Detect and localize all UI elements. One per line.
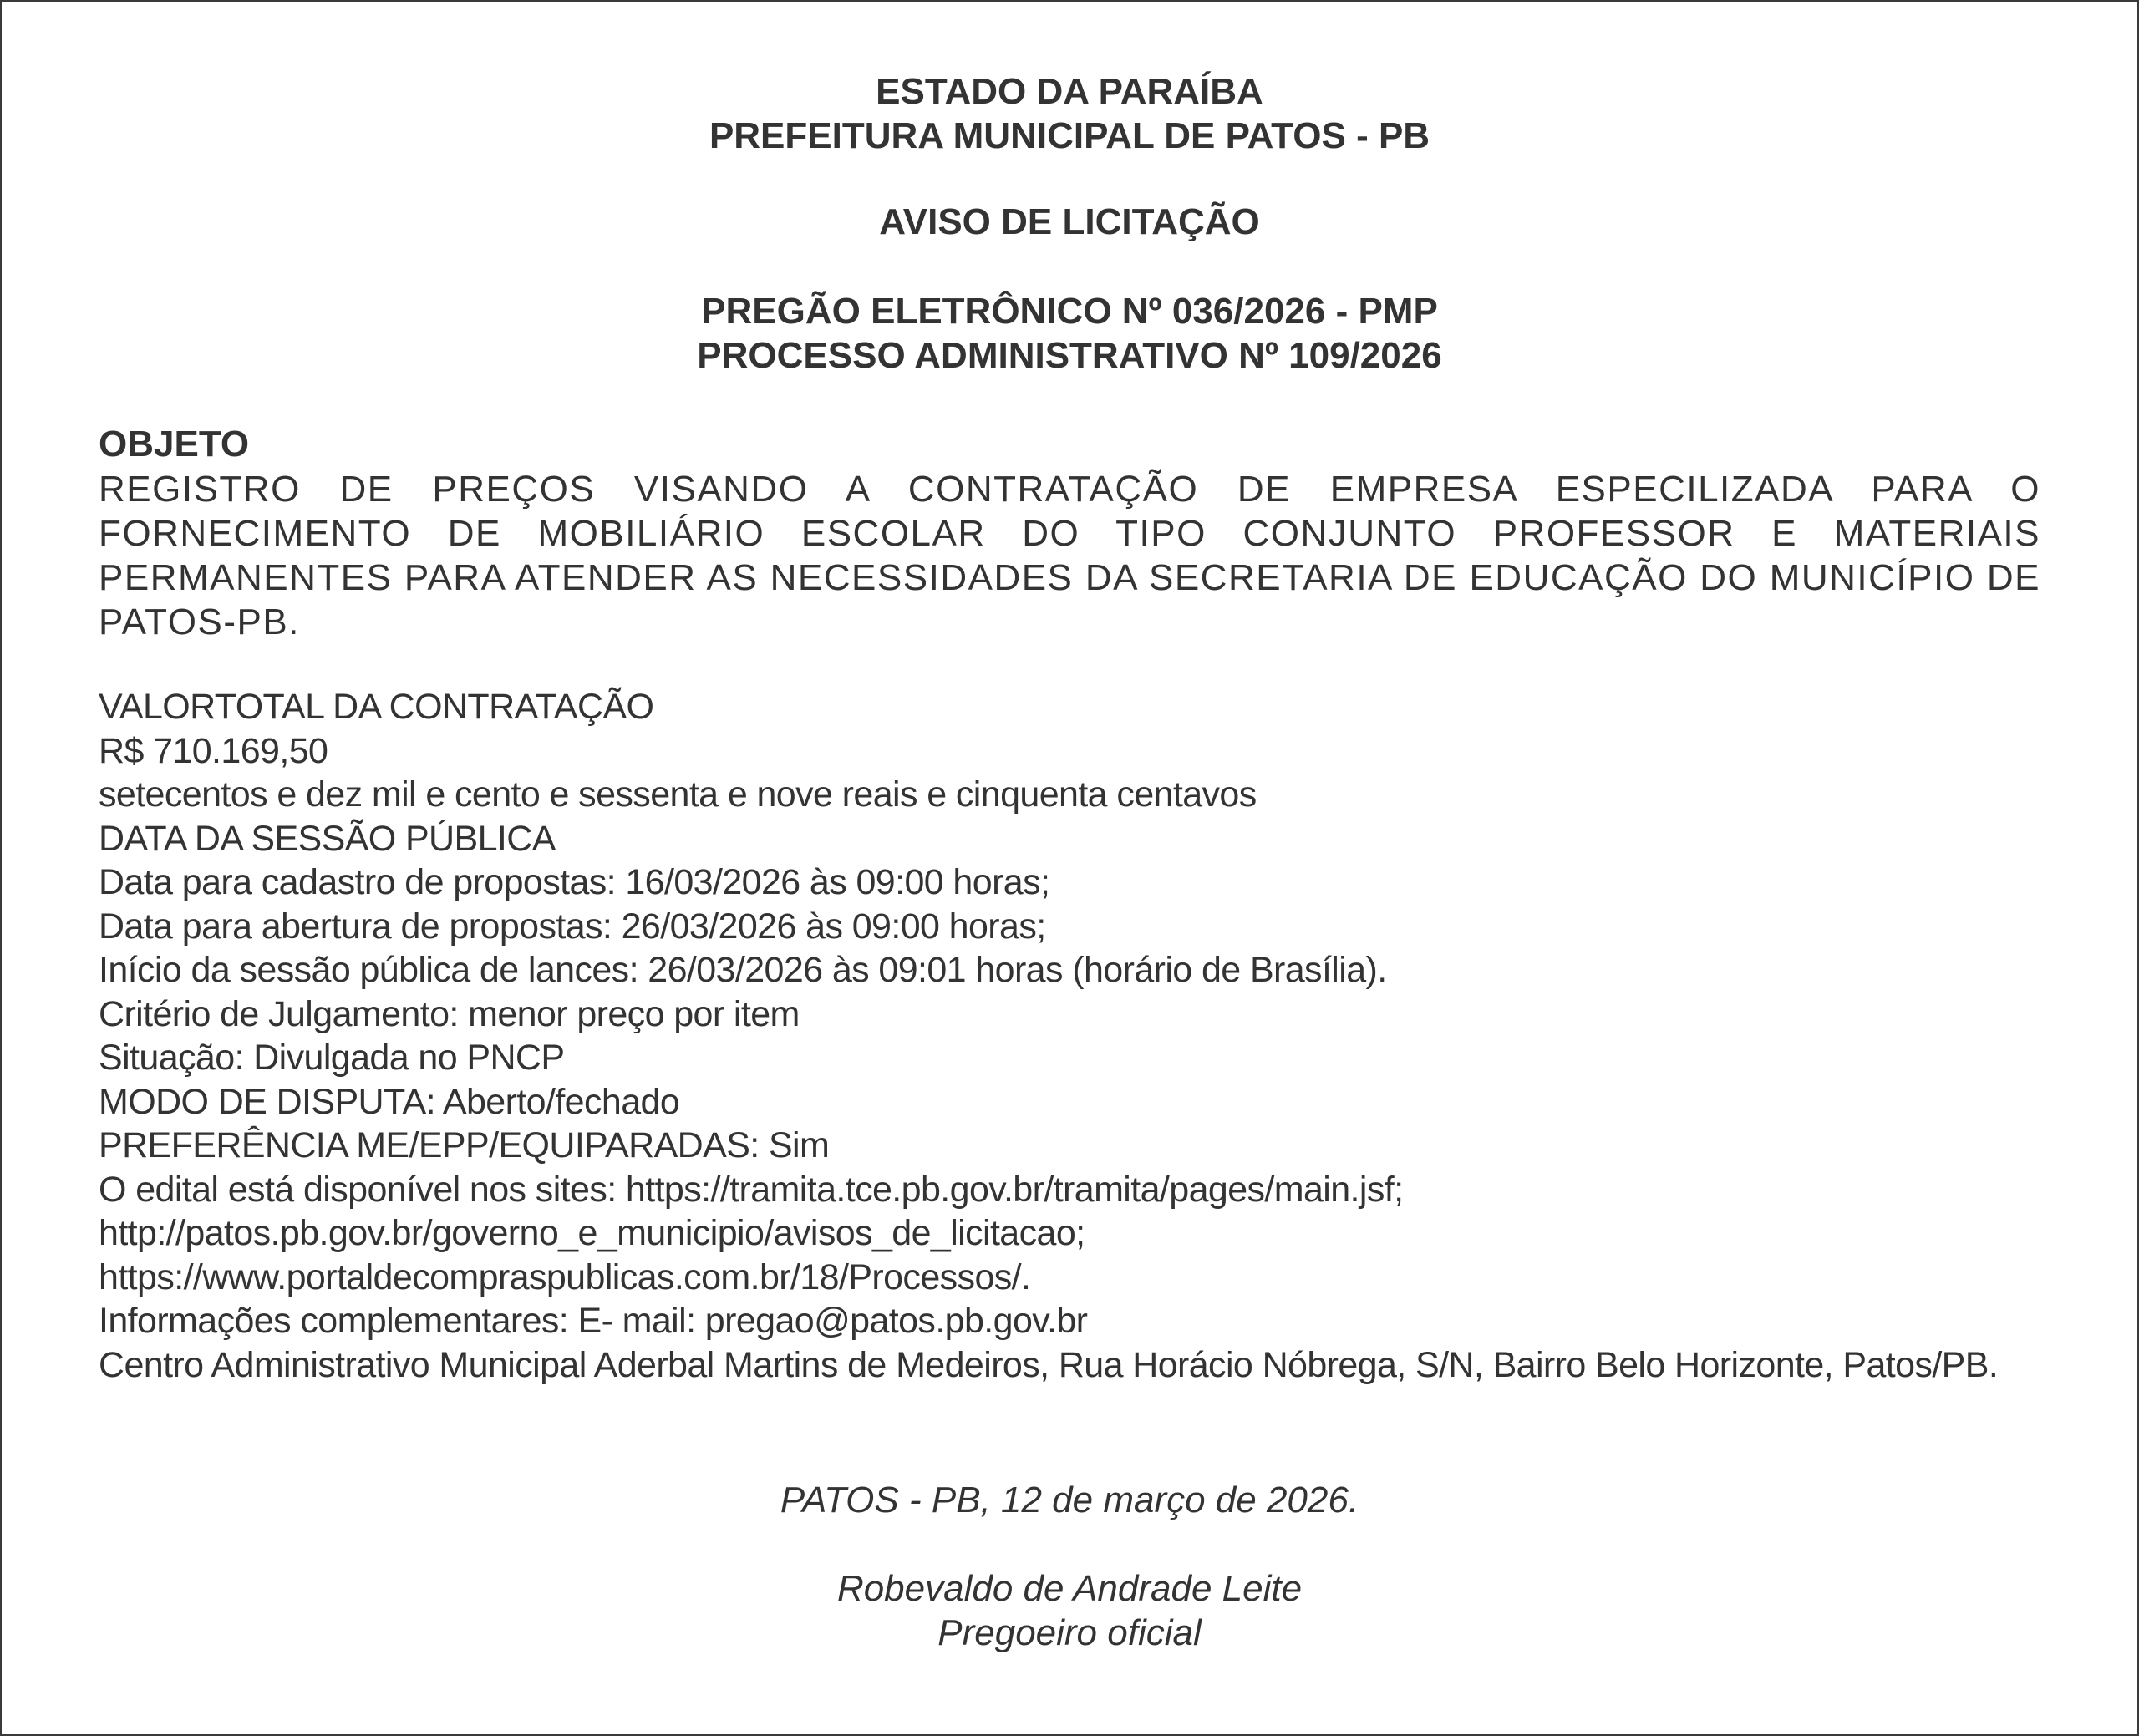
object-description: REGISTRO DE PREÇOS VISANDO A CONTRATAÇÃO DE EMPRESA ESPECILIZADA PARA O FORNECIMENTO DE MOBILIÁRIO ESCOLAR DO TIPO CONJUNTO PROFESSOR E MATERIAIS PERMANENTES PARA ATENDER AS NECESSIDADES DA SECRETARIA DE EDUCAÇÃO DO MUNICÍPIO DE PATOS-PB. <box>99 469 2040 642</box>
contact-email: Informações complementares: E- mail: pregao@patos.pb.gov.br <box>99 1301 1088 1341</box>
notice-details <box>99 685 2054 1387</box>
preference: PREFERÊNCIA ME/EPP/EQUIPARADAS: Sim <box>99 1125 830 1165</box>
edital-site-patos: http://patos.pb.gov.br/governo_e_municipio/avisos_de_licitacao; <box>99 1213 1085 1253</box>
total-value-label: VALORTOTAL DA CONTRATAÇÃO <box>99 687 654 727</box>
status: Situação: Divulgada no PNCP <box>99 1038 565 1078</box>
notice-title: AVISO DE LICITAÇÃO <box>879 201 1260 242</box>
city-hall-heading: PREFEITURA MUNICIPAL DE PATOS - PB <box>709 115 1430 156</box>
address: Centro Administrativo Municipal Aderbal Martins de Medeiros, Rua Horácio Nóbrega, S/N, Bairro Belo Horizonte, Patos/PB. <box>99 1344 1999 1385</box>
proposal-opening-date: Data para abertura de propostas: 26/03/2026 às 09:00 horas; <box>99 906 1046 947</box>
place-date: PATOS - PB, 12 de março de 2026. <box>780 1480 1359 1520</box>
signer-name: Robevaldo de Andrade Leite <box>836 1568 1303 1609</box>
proposal-registration-date: Data para cadastro de propostas: 16/03/2026 às 09:00 horas; <box>99 862 1050 902</box>
total-value-in-words: setecentos e dez mil e cento e sessenta e nove reais e cinquenta centavos <box>99 774 1257 815</box>
bidding-session-start: Início da sessão pública de lances: 26/03/2026 às 09:01 horas (horário de Brasília). <box>99 950 1387 990</box>
auction-number: PREGÃO ELETRÔNICO Nº 036/2026 - PMP <box>701 291 1438 332</box>
signer-role: Pregoeiro oficial <box>937 1612 1202 1653</box>
dispute-mode: MODO DE DISPUTA: Aberto/fechado <box>99 1081 680 1122</box>
total-value-amount: R$ 710.169,50 <box>99 730 328 771</box>
state-heading: ESTADO DA PARAÍBA <box>876 71 1263 112</box>
object-heading: OBJETO <box>99 424 250 464</box>
edital-site-portal: https://www.portaldecompraspublicas.com.br/18/Processos/. <box>99 1256 1031 1297</box>
edital-sites-line: O edital está disponível nos sites: https://tramita.tce.pb.gov.br/tramita/pages/main.jsf; <box>99 1169 1404 1210</box>
session-date-label: DATA DA SESSÃO PÚBLICA <box>99 818 556 859</box>
process-number: PROCESSO ADMINISTRATIVO Nº 109/2026 <box>697 335 1442 376</box>
judgment-criterion: Critério de Julgamento: menor preço por item <box>99 993 800 1034</box>
